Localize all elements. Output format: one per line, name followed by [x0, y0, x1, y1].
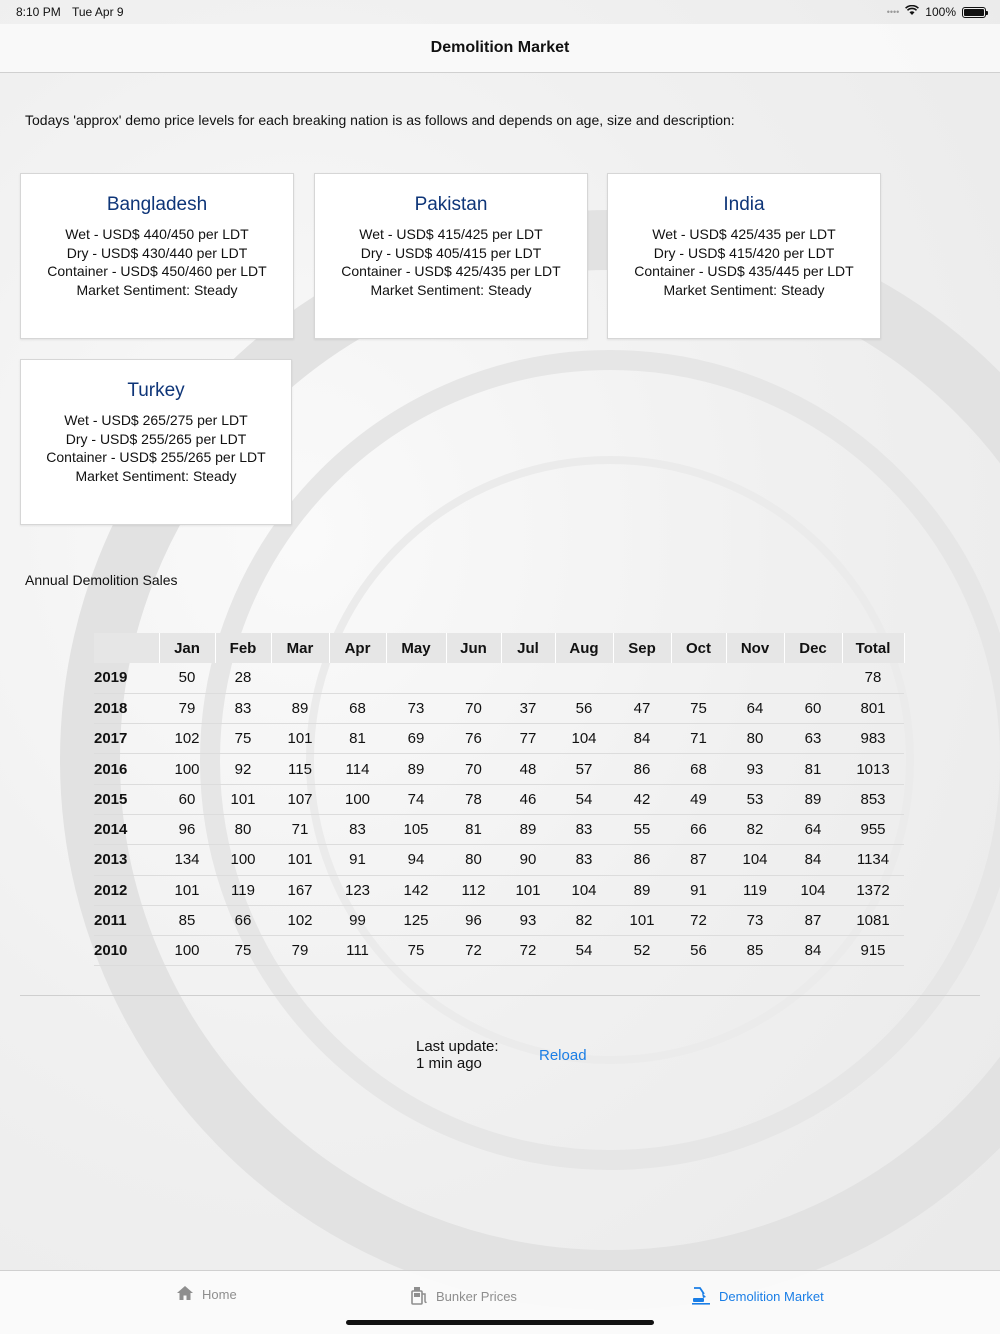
header-cell: Oct	[671, 633, 726, 663]
month-cell: 93	[726, 754, 784, 784]
month-cell: 134	[159, 845, 215, 875]
year-cell: 2015	[94, 784, 159, 814]
signal-icon: ••••	[886, 7, 900, 17]
card-dry-price: Dry - USD$ 255/265 per LDT	[65, 430, 247, 447]
month-cell: 83	[555, 845, 613, 875]
month-cell	[555, 663, 613, 693]
card-sentiment: Market Sentiment: Steady	[75, 468, 237, 485]
month-cell: 115	[271, 754, 329, 784]
month-cell: 119	[215, 875, 271, 905]
home-indicator	[346, 1320, 654, 1325]
month-cell: 75	[386, 936, 446, 966]
header-cell: Jun	[446, 633, 501, 663]
month-cell: 69	[386, 724, 446, 754]
month-cell: 28	[215, 663, 271, 693]
tab-home[interactable]	[176, 1285, 237, 1304]
month-cell: 75	[215, 724, 271, 754]
header-cell: Aug	[555, 633, 613, 663]
month-cell: 100	[159, 754, 215, 784]
month-cell: 101	[271, 845, 329, 875]
month-cell: 84	[784, 845, 842, 875]
month-cell	[613, 663, 671, 693]
month-cell: 68	[671, 754, 726, 784]
month-cell: 91	[329, 845, 386, 875]
header-cell: Nov	[726, 633, 784, 663]
year-cell: 2011	[94, 905, 159, 935]
header-cell: Jan	[159, 633, 215, 663]
demolition-icon	[691, 1285, 711, 1308]
total-cell: 801	[842, 693, 904, 723]
month-cell: 102	[159, 724, 215, 754]
year-cell: 2013	[94, 845, 159, 875]
month-cell: 93	[501, 905, 555, 935]
card-dry-price: Dry - USD$ 405/415 per LDT	[360, 244, 542, 261]
month-cell: 57	[555, 754, 613, 784]
total-cell: 1134	[842, 845, 904, 875]
month-cell: 55	[613, 814, 671, 844]
table-row	[94, 784, 904, 814]
header-cell	[94, 633, 159, 663]
month-cell: 112	[446, 875, 501, 905]
header-cell: Apr	[329, 633, 386, 663]
month-cell: 101	[271, 724, 329, 754]
month-cell: 64	[784, 814, 842, 844]
month-cell: 54	[555, 784, 613, 814]
month-cell: 72	[671, 905, 726, 935]
month-cell	[726, 663, 784, 693]
month-cell: 87	[784, 905, 842, 935]
month-cell	[784, 663, 842, 693]
table-row	[94, 875, 904, 905]
month-cell: 81	[446, 814, 501, 844]
card-container-price: Container - USD$ 425/435 per LDT	[341, 263, 561, 280]
month-cell: 104	[555, 724, 613, 754]
card-wet-price: Wet - USD$ 265/275 per LDT	[64, 412, 248, 428]
month-cell: 86	[613, 845, 671, 875]
card-sentiment: Market Sentiment: Steady	[76, 282, 238, 299]
month-cell: 86	[613, 754, 671, 784]
month-cell: 107	[271, 784, 329, 814]
navigation-bar	[0, 24, 1000, 73]
total-cell: 1372	[842, 875, 904, 905]
card-container-price: Container - USD$ 255/265 per LDT	[46, 449, 266, 466]
month-cell: 71	[271, 814, 329, 844]
month-cell: 54	[555, 936, 613, 966]
card-dry-price: Dry - USD$ 415/420 per LDT	[653, 244, 835, 261]
month-cell: 104	[726, 845, 784, 875]
month-cell: 102	[271, 905, 329, 935]
annual-sales-table	[94, 633, 905, 966]
month-cell: 100	[215, 845, 271, 875]
month-cell: 74	[386, 784, 446, 814]
header-cell: Mar	[271, 633, 329, 663]
table-row	[94, 663, 904, 693]
month-cell: 52	[613, 936, 671, 966]
card-sentiment: Market Sentiment: Steady	[663, 282, 825, 299]
month-cell: 48	[501, 754, 555, 784]
month-cell: 71	[671, 724, 726, 754]
month-cell: 72	[446, 936, 501, 966]
status-indicators	[887, 5, 986, 19]
month-cell: 89	[501, 814, 555, 844]
header-cell: Total	[842, 633, 904, 663]
status-time: 8:10 PM	[16, 5, 61, 19]
month-cell: 123	[329, 875, 386, 905]
month-cell: 80	[446, 845, 501, 875]
last-update	[416, 1038, 499, 1072]
total-cell: 1013	[842, 754, 904, 784]
month-cell: 81	[784, 754, 842, 784]
month-cell: 80	[215, 814, 271, 844]
month-cell: 73	[386, 693, 446, 723]
last-update-time: 1 min ago	[416, 1055, 482, 1072]
month-cell: 105	[386, 814, 446, 844]
card-wet-price: Wet - USD$ 415/425 per LDT	[359, 226, 543, 242]
price-card-turkey	[20, 359, 292, 525]
price-card-bangladesh	[20, 173, 294, 339]
table-body	[94, 663, 904, 966]
month-cell: 81	[329, 724, 386, 754]
reload-button[interactable]: Reload	[539, 1047, 587, 1064]
card-title: Turkey	[127, 380, 185, 401]
month-cell: 56	[555, 693, 613, 723]
table-row	[94, 905, 904, 935]
month-cell: 84	[784, 936, 842, 966]
month-cell: 75	[671, 693, 726, 723]
year-cell: 2017	[94, 724, 159, 754]
month-cell	[271, 663, 329, 693]
month-cell: 70	[446, 693, 501, 723]
table-row	[94, 845, 904, 875]
month-cell: 85	[159, 905, 215, 935]
table-row	[94, 814, 904, 844]
month-cell: 92	[215, 754, 271, 784]
month-cell: 47	[613, 693, 671, 723]
month-cell: 64	[726, 693, 784, 723]
month-cell: 89	[386, 754, 446, 784]
month-cell: 100	[329, 784, 386, 814]
month-cell: 46	[501, 784, 555, 814]
month-cell: 70	[446, 754, 501, 784]
divider	[20, 995, 980, 996]
month-cell: 83	[555, 814, 613, 844]
month-cell: 119	[726, 875, 784, 905]
tab-label: Demolition Market	[719, 1289, 824, 1304]
header-cell: Feb	[215, 633, 271, 663]
year-cell: 2014	[94, 814, 159, 844]
sales-section-title: Annual Demolition Sales	[25, 572, 178, 588]
month-cell: 77	[501, 724, 555, 754]
table-row	[94, 754, 904, 784]
month-cell: 37	[501, 693, 555, 723]
month-cell: 82	[555, 905, 613, 935]
month-cell: 66	[671, 814, 726, 844]
total-cell: 983	[842, 724, 904, 754]
month-cell: 83	[215, 693, 271, 723]
month-cell: 100	[159, 936, 215, 966]
month-cell	[386, 663, 446, 693]
month-cell: 89	[271, 693, 329, 723]
last-update-label: Last update:	[416, 1038, 499, 1055]
month-cell: 87	[671, 845, 726, 875]
month-cell: 80	[726, 724, 784, 754]
month-cell: 90	[501, 845, 555, 875]
month-cell	[329, 663, 386, 693]
month-cell: 101	[159, 875, 215, 905]
month-cell: 96	[446, 905, 501, 935]
total-cell: 1081	[842, 905, 904, 935]
month-cell: 66	[215, 905, 271, 935]
month-cell: 79	[271, 936, 329, 966]
header-cell: Dec	[784, 633, 842, 663]
table-header-row	[94, 633, 904, 663]
header-cell: Jul	[501, 633, 555, 663]
tab-bunker-prices[interactable]	[410, 1285, 517, 1308]
month-cell: 82	[726, 814, 784, 844]
card-wet-price: Wet - USD$ 440/450 per LDT	[65, 226, 249, 242]
year-cell: 2019	[94, 663, 159, 693]
month-cell: 76	[446, 724, 501, 754]
month-cell: 125	[386, 905, 446, 935]
home-icon	[176, 1285, 194, 1304]
battery-icon	[962, 7, 986, 18]
card-container-price: Container - USD$ 450/460 per LDT	[47, 263, 267, 280]
month-cell: 79	[159, 693, 215, 723]
bunker-icon	[410, 1285, 428, 1308]
month-cell	[671, 663, 726, 693]
card-wet-price: Wet - USD$ 425/435 per LDT	[652, 226, 836, 242]
month-cell: 68	[329, 693, 386, 723]
month-cell: 101	[613, 905, 671, 935]
month-cell: 101	[501, 875, 555, 905]
month-cell: 167	[271, 875, 329, 905]
header-cell: May	[386, 633, 446, 663]
total-cell: 915	[842, 936, 904, 966]
wifi-icon	[905, 5, 919, 19]
card-title: India	[723, 194, 765, 215]
intro-text: Todays 'approx' demo price levels for each breaking nation is as follows and depends on age, size and description:	[25, 112, 735, 128]
year-cell: 2012	[94, 875, 159, 905]
total-cell: 853	[842, 784, 904, 814]
month-cell: 49	[671, 784, 726, 814]
month-cell: 72	[501, 936, 555, 966]
battery-percent: 100%	[925, 5, 956, 19]
card-dry-price: Dry - USD$ 430/440 per LDT	[66, 244, 248, 261]
price-card-pakistan	[314, 173, 588, 339]
year-cell: 2018	[94, 693, 159, 723]
card-sentiment: Market Sentiment: Steady	[370, 282, 532, 299]
month-cell: 56	[671, 936, 726, 966]
tab-demolition-market[interactable]	[691, 1285, 824, 1308]
month-cell: 73	[726, 905, 784, 935]
price-card-india	[607, 173, 881, 339]
tab-label: Bunker Prices	[436, 1289, 517, 1304]
month-cell: 104	[555, 875, 613, 905]
status-date: Tue Apr 9	[72, 5, 124, 19]
year-cell: 2010	[94, 936, 159, 966]
total-cell: 78	[842, 663, 904, 693]
status-bar	[0, 0, 1000, 24]
month-cell: 94	[386, 845, 446, 875]
month-cell: 60	[159, 784, 215, 814]
total-cell: 955	[842, 814, 904, 844]
table-row	[94, 724, 904, 754]
table-row	[94, 693, 904, 723]
month-cell: 85	[726, 936, 784, 966]
card-title: Pakistan	[414, 194, 488, 215]
month-cell	[446, 663, 501, 693]
month-cell: 111	[329, 936, 386, 966]
month-cell: 142	[386, 875, 446, 905]
month-cell: 91	[671, 875, 726, 905]
month-cell: 89	[613, 875, 671, 905]
month-cell: 84	[613, 724, 671, 754]
month-cell	[501, 663, 555, 693]
month-cell: 114	[329, 754, 386, 784]
month-cell: 96	[159, 814, 215, 844]
page-title: Demolition Market	[430, 39, 570, 56]
month-cell: 60	[784, 693, 842, 723]
month-cell: 83	[329, 814, 386, 844]
header-cell: Sep	[613, 633, 671, 663]
month-cell: 53	[726, 784, 784, 814]
month-cell: 104	[784, 875, 842, 905]
month-cell: 50	[159, 663, 215, 693]
tab-label: Home	[202, 1287, 237, 1302]
month-cell: 75	[215, 936, 271, 966]
month-cell: 63	[784, 724, 842, 754]
card-title: Bangladesh	[106, 194, 208, 215]
month-cell: 101	[215, 784, 271, 814]
month-cell: 42	[613, 784, 671, 814]
year-cell: 2016	[94, 754, 159, 784]
card-container-price: Container - USD$ 435/445 per LDT	[634, 263, 854, 280]
month-cell: 78	[446, 784, 501, 814]
month-cell: 99	[329, 905, 386, 935]
table-row	[94, 936, 904, 966]
month-cell: 89	[784, 784, 842, 814]
